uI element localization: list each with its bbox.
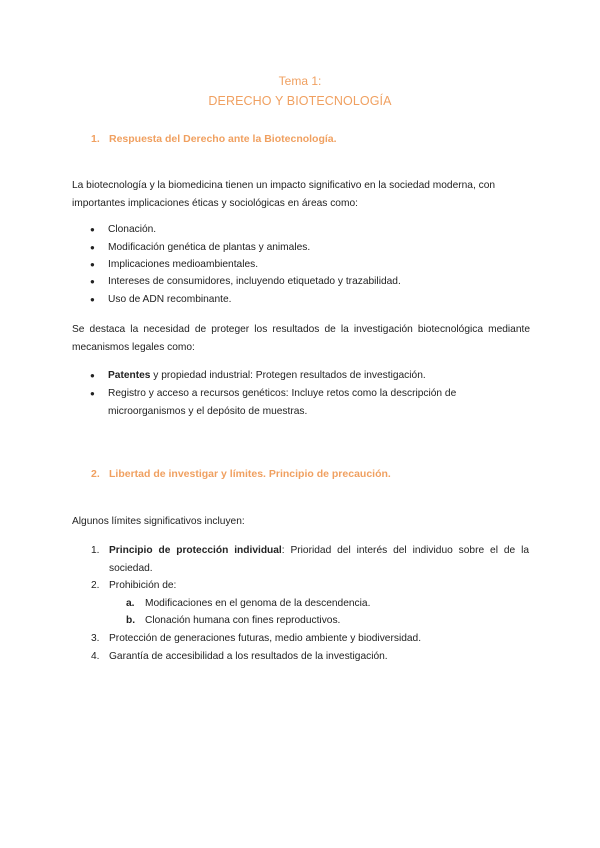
limit-item-accessibility: Garantía de accesibilidad a los resultados de la investigación.: [109, 651, 388, 662]
limit-item-individual-protection: Principio de protección individual: Prioridad del interés del individuo sobre el de la sociedad.: [109, 545, 529, 574]
limit-item-prohibition: Prohibición de:: [109, 580, 177, 591]
bullet-icon: ●: [90, 225, 95, 234]
list-number: 1.: [91, 545, 100, 556]
list-number: 2.: [91, 580, 100, 591]
bullet-icon: ●: [90, 389, 95, 398]
sub-list-letter: a.: [126, 598, 135, 609]
bullet-icon: ●: [90, 295, 95, 304]
limit-item-future-generations: Protección de generaciones futuras, medio ambiente y biodiversidad.: [109, 633, 422, 644]
section-1-number: 1.: [91, 133, 100, 145]
document-page: Tema 1: DERECHO Y BIOTECNOLOGÍA 1. Respuesta del Derecho ante la Biotecnología. La biotecnología y la biomedicina tienen un impacto significativo en la sociedad moderna, con importantes implicaciones éticas y sociológicas en áreas como: ● Clonación. ● Modificación genética de plantas y animales. ● Implicaciones medioambientales. ● Intereses de consumidores, incluyendo etiquetado y trazabilidad. ● Uso de ADN recombinante. Se destaca la necesidad de proteger los resultados de la investigación biotecnológica mediante mecanismos legales como: ● Patentes y propiedad industrial: Protegen resultados de investigación. ● Registro y acceso a recursos genéticos: Incluye retos como la descripción de microorganismos y el depósito de muestras. 2. Libertad de investigar y límites. Principio de precaución. Algunos límites significativos incluyen: 1. Principio de protección individual: Prioridad del interés del individuo sobre el de la sociedad. 2. Prohibición de: a. Modificaciones en el genoma de la descendencia. b. Clonación humana con fines reproductivos. 3. Protección de generaciones futuras, medio ambiente y biodiversidad. 4. Garantía de accesibilidad a los resultados de la investigación.: [0, 0, 600, 848]
section-1-title: Respuesta del Derecho ante la Biotecnología.: [109, 133, 337, 145]
section-1-paragraph-2: Se destaca la necesidad de proteger los resultados de la investigación biotecnológica mediante mecanismos legales como:: [72, 324, 530, 353]
list-number: 3.: [91, 633, 100, 644]
sub-list-item: Clonación humana con fines reproductivos.: [145, 615, 341, 626]
list-number: 4.: [91, 651, 100, 662]
section-2-intro: Algunos límites significativos incluyen:: [72, 516, 245, 527]
page-title: DERECHO Y BIOTECNOLOGÍA: [208, 94, 392, 108]
section-2-title: Libertad de investigar y límites. Principio de precaución.: [109, 468, 391, 480]
bullet-icon: ●: [90, 371, 95, 380]
topic-label: Tema 1:: [278, 74, 322, 88]
bullet-icon: ●: [90, 277, 95, 286]
section-2-number: 2.: [91, 468, 100, 480]
bullet-icon: ●: [90, 260, 95, 269]
section-1-intro: La biotecnología y la biomedicina tienen un impacto significativo en la sociedad moderna, con importantes implicaciones éticas y sociológicas en áreas como:: [72, 180, 496, 209]
legal-item-patents: Patentes y propiedad industrial: Protegen resultados de investigación.: [108, 370, 426, 381]
bullet-icon: ●: [90, 243, 95, 252]
legal-item-genetic-resources: Registro y acceso a recursos genéticos: Incluye retos como la descripción de microorganismos y el depósito de muestras.: [108, 388, 457, 417]
sub-list-letter: b.: [126, 615, 136, 626]
sub-list-item: Modificaciones en el genoma de la descendencia.: [145, 598, 371, 609]
